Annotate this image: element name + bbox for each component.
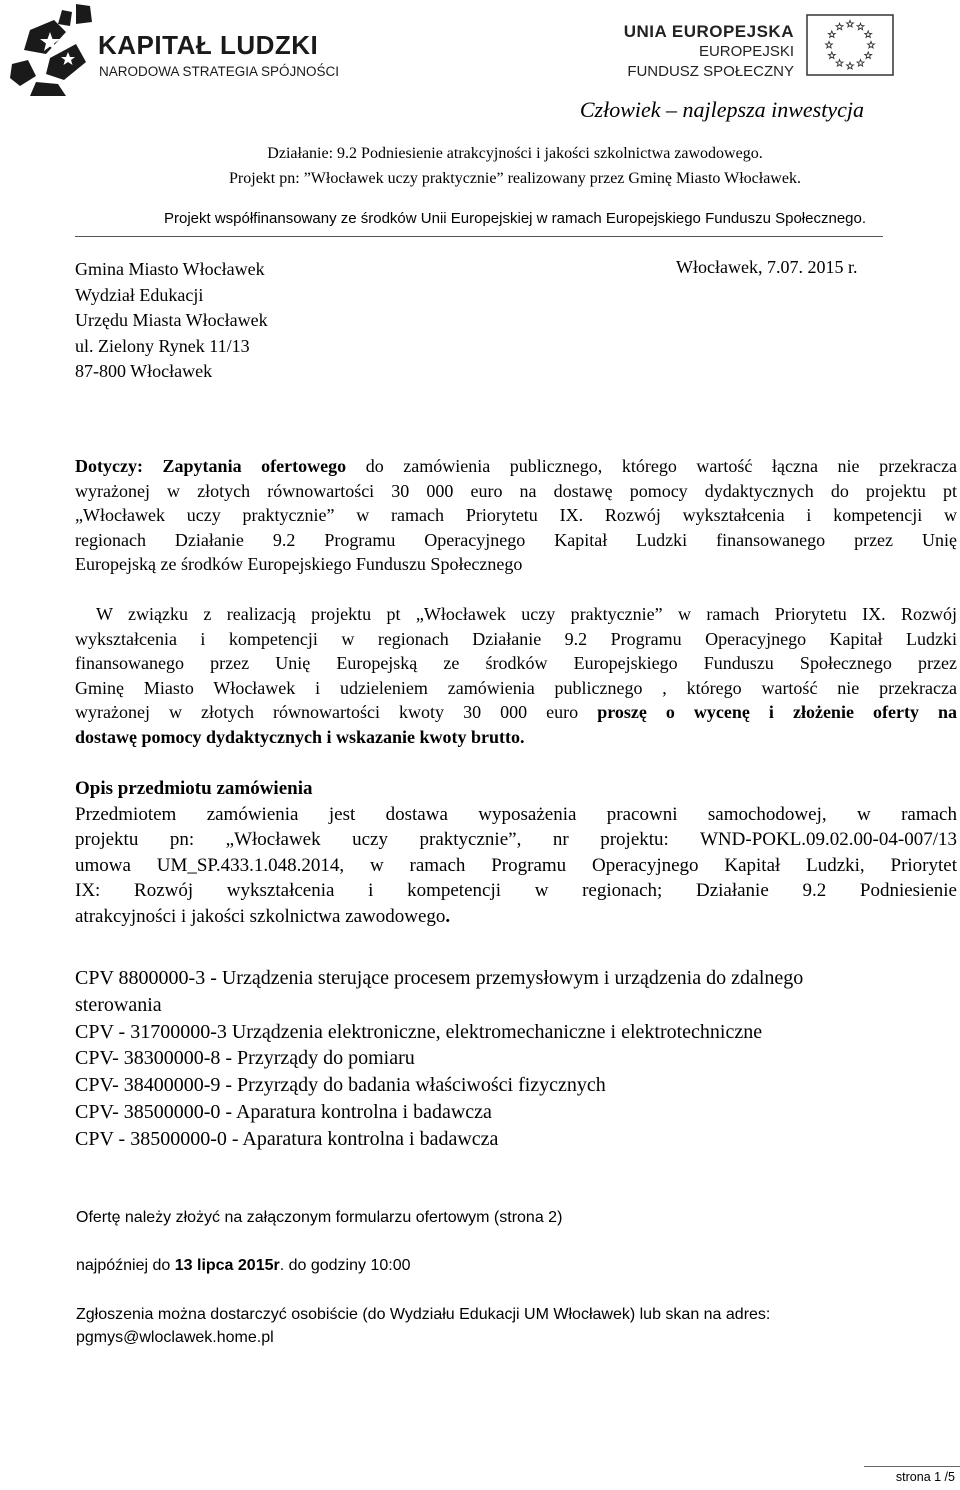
subject-line: regionach Działanie 9.2 Programu Operacyjnego Kapitał Ludzki finansowanego przez Unię bbox=[75, 529, 957, 550]
description-heading: Opis przedmiotu zamówienia bbox=[75, 778, 313, 799]
eu-union-name: UNIA EUROPEJSKA bbox=[623, 22, 794, 41]
request-paragraph bbox=[75, 604, 957, 751]
subject-line: Dotyczy: Zapytania ofertowego do zamówienia publicznego, którego wartość łączna nie przekracza bbox=[75, 456, 957, 476]
header-rule bbox=[75, 236, 883, 237]
cofinance-line: Projekt współfinansowany ze środków Unii Europejskiej w ramach Europejskiego Funduszu Społecznego. bbox=[163, 210, 867, 227]
description-line: projektu pn: „Włocławek uczy praktycznie”, nr projektu: WND-POKL.09.02.00-04-007/13 bbox=[75, 829, 957, 850]
cpv-item: CPV 8800000-3 - Urządzenia sterujące procesem przemysłowym i urządzenia do zdalnego bbox=[75, 967, 804, 989]
subject-line: Europejską ze środków Europejskiego Funduszu Społecznego bbox=[75, 554, 523, 574]
request-line: dostawę pomocy dydaktycznych i wskazanie kwoty brutto. bbox=[75, 726, 525, 747]
footer-rule bbox=[864, 1466, 960, 1467]
eu-fund-line1: EUROPEJSKI bbox=[698, 43, 794, 60]
project-line: Projekt pn: ”Włocławek uczy praktycznie” realizowany przez Gminę Miasto Włocławek. bbox=[229, 170, 801, 187]
letter-date: Włocławek, 7.07. 2015 r. bbox=[676, 257, 858, 277]
eu-flag-icon bbox=[806, 14, 894, 76]
page-number: strona 1 /5 bbox=[895, 1470, 955, 1484]
action-line: Działanie: 9.2 Podniesienie atrakcyjności i jakości szkolnictwa zawodowego. bbox=[267, 145, 763, 162]
description-line: Przedmiotem zamówienia jest dostawa wyposażenia pracowni samochodowej, w ramach bbox=[75, 803, 957, 825]
address-line: ul. Zielony Rynek 11/13 bbox=[75, 335, 250, 356]
eu-fund-line2: FUNDUSZ SPOŁECZNY bbox=[627, 63, 794, 80]
subject-line: wyrażonej w złotych równowartości 30 000 euro na dostawę pomocy dydaktycznych do projektu pt bbox=[75, 480, 957, 501]
subject-line: „Włocławek uczy praktycznie” w ramach Priorytetu IX. Rozwój wykształcenia i kompetencji w bbox=[75, 505, 957, 525]
request-line: Gminę Miasto Włocławek i udzieleniem zamówienia publicznego , którego wartość nie przekracza bbox=[75, 677, 957, 698]
address-line: 87-800 Włocławek bbox=[75, 361, 213, 381]
cpv-item: sterowania bbox=[75, 993, 162, 1016]
kapital-ludzki-subtitle: NARODOWA STRATEGIA SPÓJNOŚCI bbox=[99, 64, 340, 79]
kapital-ludzki-title: KAPITAŁ LUDZKI bbox=[98, 30, 319, 60]
sender-address bbox=[75, 257, 268, 385]
request-line: finansowanego przez Unię Europejską ze środków Europejskiego Funduszu Społecznego przez bbox=[75, 653, 957, 673]
motto-rest: – najlepsza inwestycja bbox=[660, 97, 864, 122]
cpv-item: CPV - 38500000-0 - Aparatura kontrolna i badawcza bbox=[75, 1127, 499, 1150]
request-line: W związku z realizacją projektu pt „Włocławek uczy praktycznie” w ramach Priorytetu IX. Rozwój bbox=[96, 604, 957, 624]
description-line: atrakcyjności i jakości szkolnictwa zawodowego. bbox=[75, 905, 451, 927]
cpv-item: CPV - 31700000-3 Urządzenia elektroniczne, elektromechaniczne i elektrotechniczne bbox=[75, 1020, 763, 1043]
cpv-item: CPV- 38500000-0 - Aparatura kontrolna i badawcza bbox=[75, 1100, 492, 1123]
offer-deadline: najpóźniej do 13 lipca 2015r. do godziny 10:00 bbox=[76, 1257, 411, 1274]
cpv-item: CPV- 38400000-9 - Przyrządy do badania właściwości fizycznych bbox=[75, 1074, 606, 1097]
eu-logo-text bbox=[624, 22, 794, 82]
offer-form-line: Ofertę należy złożyć na załączonym formularzu ofertowym (strona 2) bbox=[76, 1209, 563, 1226]
deadline-date: 13 lipca 2015r bbox=[174, 1257, 280, 1274]
description-section bbox=[75, 778, 957, 931]
motto bbox=[580, 97, 864, 123]
subject-label: Dotyczy: Zapytania ofertowego bbox=[75, 456, 347, 476]
address-line: Wydział Edukacji bbox=[75, 284, 204, 305]
address-line: Urzędu Miasta Włocławek bbox=[75, 310, 268, 330]
offer-submit-line: Zgłoszenia można dostarczyć osobiście (do Wydziału Edukacji UM Włocławek) lub skan na adres: bbox=[76, 1306, 771, 1323]
address-line: Gmina Miasto Włocławek bbox=[75, 259, 265, 279]
description-line: IX: Rozwój wykształcenia i kompetencji w regionach; Działanie 9.2 Podniesienie bbox=[75, 880, 957, 901]
cpv-list bbox=[75, 965, 803, 1153]
request-line: wykształcenia i kompetencji w regionach Działanie 9.2 Programu Operacyjnego Kapitał Ludzki bbox=[75, 628, 957, 649]
cpv-item: CPV- 38300000-8 - Przyrządy do pomiaru bbox=[75, 1047, 415, 1070]
description-line: umowa UM_SP.433.1.048.2014, w ramach Programu Operacyjnego Kapitał Ludzki, Priorytet bbox=[75, 854, 957, 876]
request-line: wyrażonej w złotych równowartości kwoty 30 000 euro proszę o wycenę i złożenie oferty na bbox=[75, 702, 957, 722]
motto-word: Człowiek bbox=[579, 97, 661, 122]
offer-email[interactable]: pgmys@wloclawek.home.pl bbox=[76, 1329, 274, 1346]
subject-paragraph bbox=[75, 456, 957, 579]
